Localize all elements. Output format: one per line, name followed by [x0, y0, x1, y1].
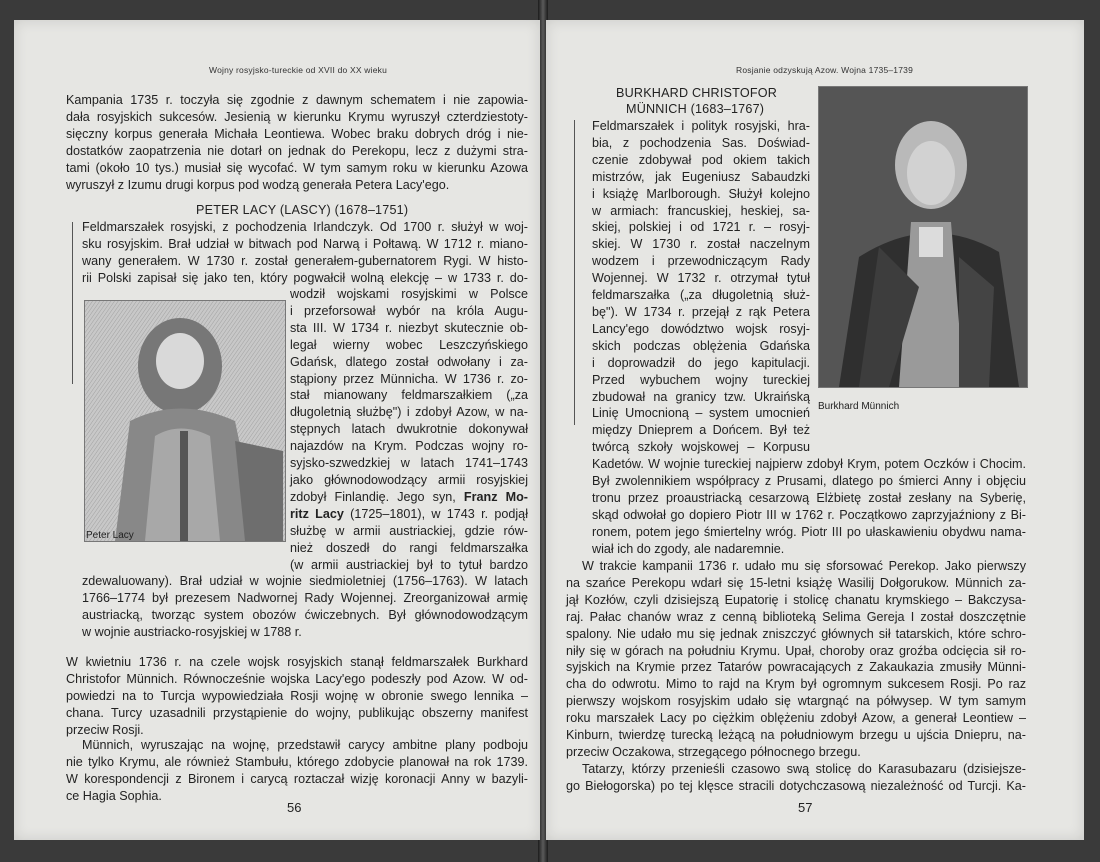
text-line: 1766–1774 był prezesem Nadwornej Rady Wojennej. Zreorganizował armię — [82, 590, 528, 605]
text-line: skiej, polskiej i od 1721 r. – rosyj- — [592, 220, 810, 235]
text-line: Wojennej. W 1732 r. otrzymał tytuł — [592, 271, 810, 286]
text-line: wodził wojskami rosyjskimi w Polsce — [290, 287, 528, 301]
portrait-peter-lacy — [84, 300, 286, 542]
text-line: pierwszy wojskom rosyjskim udało się wtargnąć na półwysep. W tym samym — [566, 694, 1026, 709]
text-line: skąd odwołał go dopiero Piotr III w 1762 r. Początkowo zaprzyjaźniony z Bi- — [592, 507, 1026, 522]
text-line: Feldmarszałek rosyjski, z pochodzenia Irlandczyk. Od 1700 r. służył w woj- — [82, 220, 528, 234]
text-line: stąpiony przez Münnicha. W 1736 r. zo- — [290, 371, 528, 386]
text-span: (1725–1801), w 1743 r. podjął — [343, 506, 528, 521]
text-line: i książę Marlborough. Służył kolejno — [592, 186, 810, 201]
paragraph-april-1736 — [66, 654, 528, 739]
text-span: zdobył Finlandię. Jego syn, — [290, 489, 464, 504]
bio-text-end — [82, 573, 528, 641]
text-line: niły się w górach na południu Krymu. Upał, choroby oraz groźba odcięcia sił ro- — [566, 643, 1026, 658]
page-number: 56 — [287, 800, 302, 815]
text-line: Kadetów. W wojnie tureckiej najpierw zdobył Krym, potem Oczków i Chocim. — [592, 457, 1026, 471]
text-line: mistrzów, jak Eugeniusz Sabaudzki — [592, 169, 810, 184]
text-line: sięczny korpus generała Michała Leontiewa. Wobec braku dobrych dróg i nie- — [66, 126, 528, 141]
text-line: zbudował na granicy tzw. Ukraińską — [592, 389, 810, 404]
intro-paragraph — [66, 92, 528, 193]
text-line: Gdańsk, dlatego został odwołany i za- — [290, 354, 528, 369]
text-line: powiedzi na to Turcja wypowiedziała Rosji wojnę w obronie swego lennika – — [66, 688, 528, 703]
text-line: jął Kozłów, czyli dzisiejszą Eupatorię i stolicę chanatu krymskiego – Bakczysa- — [566, 592, 1026, 607]
text-line: Kampania 1735 r. toczyła się zgodnie z dawnym schematem i nie zapowia- — [66, 93, 528, 107]
text-line: feldmarszałka („za długoletnią służ- — [592, 288, 810, 303]
running-head: Wojny rosyjsko-tureckie od XVII do XX wieku — [209, 65, 388, 75]
text-line: roku marszałek Lacy po ciężkim oblężeniu zdobył Azow, a generał Leontiew – — [566, 711, 1026, 726]
text-line: nież doszedł do rangi feldmarszałka — [290, 540, 528, 555]
text-line: legał wierny wobec Leszczyńskiego — [290, 337, 528, 352]
bio-text-narrow — [592, 118, 810, 456]
text-line: rii Polski zapisał się jako ten, który pogwałcił wolną elekcję – w 1733 r. do- — [82, 270, 528, 285]
text-line: twórcą szkoły wojskowej – Korpusu — [592, 440, 810, 455]
bold-name: Franz Mo- — [463, 489, 528, 504]
text-line: raj. Pałac chanów wraz z cenną biblioteką Selima Gereja I został doszczętnie — [566, 609, 1026, 624]
text-line: przeciw Oczakowa, strzegącego północnego brzegu. — [566, 744, 861, 759]
text-line: wyruszył z Izumu drugi korpus pod wodzą generała Petera Lacy'ego. — [66, 177, 450, 192]
text-line: długoletnią służbę") i zdobył Azow, w na- — [290, 405, 528, 420]
bio-heading-line-2: MÜNNICH (1683–1767) — [626, 102, 765, 116]
text-line: tami (około 10 tys.) musiał się wycofać. W tym samym roku w kierunku Azowa — [66, 160, 528, 175]
text-line: dostatków zaopatrzenia nie dotarł on jednak do Perekopu, lecz z dużymi stra- — [66, 143, 528, 158]
text-line: na szańce Perekopu wdarł się 15-letni książę Wasilij Dołgorukow. Münnich za- — [566, 575, 1026, 590]
text-line: sta III. W 1734 r. niezbyt skutecznie ob- — [290, 320, 528, 335]
text-line: skiej. W 1730 r. został naczelnym — [592, 237, 810, 252]
text-line: nie tylko Krymu, ale również Stambułu, którego zdobycie planował na rok 1739. — [66, 754, 528, 769]
text-line: austriacką, tworząc system obozów ćwiczebnych. Był głównodowodzącym — [82, 607, 528, 622]
text-line: dała rosyjskich sukcesów. Jesienią w kierunku Krymu wyruszył czterdziestoty- — [66, 109, 528, 124]
paragraph-munnich-plans — [66, 737, 528, 805]
text-line: i przeforsował wybór na króla Augu- — [290, 303, 528, 318]
text-line: W korespondencji z Bironem i carycą roztaczał wizję koronacji Anny w bazyli- — [66, 771, 528, 786]
text-line — [290, 489, 528, 506]
text-line: (w armii austriackiej był to tytuł bardzo — [290, 557, 528, 572]
text-line: tronu przez proaustriacką cesarzową Elżbietę został zesłany na Syberię, — [592, 490, 1026, 505]
bio-text-full — [82, 219, 528, 287]
bio-rule — [574, 120, 575, 425]
text-line: spalony. Nie udało mu się jednak zniszczyć głównych sił tatarskich, które schro- — [566, 626, 1026, 641]
text-line: sku rosyjskim. Brał udział w bitwach pod Narwą i Połtawą. W 1712 r. miano- — [82, 236, 528, 251]
bio-text-narrow — [290, 286, 528, 573]
text-line: i doprowadził do jego kapitulacji. — [592, 355, 810, 370]
text-line: Feldmarszałek i polityk rosyjski, hra- — [592, 119, 810, 133]
text-line: syjskich na Krymie przez Tatarów powracających z Zakaukazia zmusiły Münni- — [566, 660, 1026, 675]
text-line: najazdów na Krym. Podczas wojny ro- — [290, 439, 528, 454]
text-line: chana. Turcy uzasadnili przystąpienie do wojny, publikując obszerny manifest — [66, 705, 528, 720]
paragraph-tatars — [566, 761, 1026, 795]
page-number: 57 — [798, 800, 813, 815]
engraving-illustration — [85, 301, 285, 541]
bold-name: ritz Lacy — [290, 506, 344, 521]
text-line: w armiach: francuskiej, heskiej, sa- — [592, 203, 810, 218]
text-line: W trakcie kampanii 1736 r. udało mu się sforsować Perekop. Jako pierwszy — [582, 559, 1026, 573]
bio-rule — [72, 222, 73, 384]
caption-burkhard-munnich: Burkhard Münnich — [818, 401, 900, 412]
text-line: wiał ich do zgody, ale nadaremnie. — [592, 541, 785, 556]
text-line: w wojnie austriacko-rosyjskiej w 1788 r. — [82, 624, 302, 639]
text-line: Christofor Münnich. Równocześnie wojska Lacy'ego podeszły pod Azow. W od- — [66, 671, 528, 686]
text-line: służbę w armii austriackiej, gdzie rów- — [290, 523, 528, 538]
text-line: Przed wybuchem wojny tureckiej — [592, 372, 810, 387]
painting-illustration — [819, 87, 1027, 387]
text-line: Był zwolennikiem współpracy z Prusami, dlatego po śmierci Anny i objęciu — [592, 473, 1026, 488]
text-line: Münnich, wyruszając na wojnę, przedstawił carycy ambitne plany podboju — [82, 738, 528, 752]
text-line: ce Hagia Sophia. — [66, 788, 162, 803]
text-line: zdewaluowany). Brał udział w wojnie siedmioletniej (1756–1763). W latach — [82, 574, 528, 588]
bio-heading-line-1: BURKHARD CHRISTOFOR — [616, 86, 778, 100]
text-line: cha do odwrotu. Mimo to rajd na Krym był ogromnym sukcesem Rosji. Po raz — [566, 677, 1026, 692]
left-page — [14, 20, 540, 840]
text-line: skich podczas oblężenia Gdańska — [592, 338, 810, 353]
text-line: ronem, potem jego śmiertelny wróg. Piotr III po ułaskawieniu obydwu nama- — [592, 524, 1026, 539]
bio-heading: PETER LACY (LASCY) (1678–1751) — [196, 203, 409, 217]
text-line: bia, z pochodzenia Sas. Doświad- — [592, 135, 810, 150]
text-line: Tatarzy, którzy przenieśli czasowo swą stolicę do Karasubazaru (dzisiejsze- — [582, 762, 1026, 776]
text-line: W kwietniu 1736 r. na czele wojsk rosyjskich stanął feldmarszałek Burkhard — [66, 655, 528, 669]
text-line: jako głównodowodzący armii rosyjskiej — [290, 472, 528, 487]
portrait-burkhard-munnich — [818, 86, 1028, 388]
text-line: bę"). W 1734 r. przejął z rąk Petera — [592, 304, 810, 319]
text-line: między Dnieprem a Dońcem. Był też — [592, 423, 810, 438]
text-line: przeciw Rosji. — [66, 722, 144, 737]
text-line: wany generałem. W 1730 r. został generałem-gubernatorem Rygi. W histo- — [82, 253, 528, 268]
text-line: Kinburn, twierdzę turecką leżącą na południowym brzegu u ujścia Dniepru, na- — [566, 728, 1026, 743]
right-page — [546, 20, 1084, 840]
text-line: stał mianowany feldmarszałkiem („za — [290, 388, 528, 403]
text-line: Lancy'ego dowództwo wojsk rosyj- — [592, 321, 810, 336]
bio-text-full — [592, 456, 1026, 557]
text-line: wodzem i przewodniczącym Rady — [592, 254, 810, 269]
caption-peter-lacy: Peter Lacy — [86, 530, 134, 541]
text-line: syjsko-szwedzkiej w latach 1741–1743 — [290, 456, 528, 471]
paragraph-campaign-1736 — [566, 558, 1026, 761]
text-line: go Biełogorska) po tej klęsce stracili dotychczasową niezależność od Turcji. Ka- — [566, 778, 1026, 793]
text-line: stępnych latach dwukrotnie dokonywał — [290, 422, 528, 437]
text-line — [290, 506, 528, 523]
text-line: Linię Umocnioną – system umocnień — [592, 406, 810, 421]
running-head: Rosjanie odzyskują Azow. Wojna 1735–1739 — [736, 65, 914, 75]
text-line: czenie zdobywał pod okiem takich — [592, 152, 810, 167]
